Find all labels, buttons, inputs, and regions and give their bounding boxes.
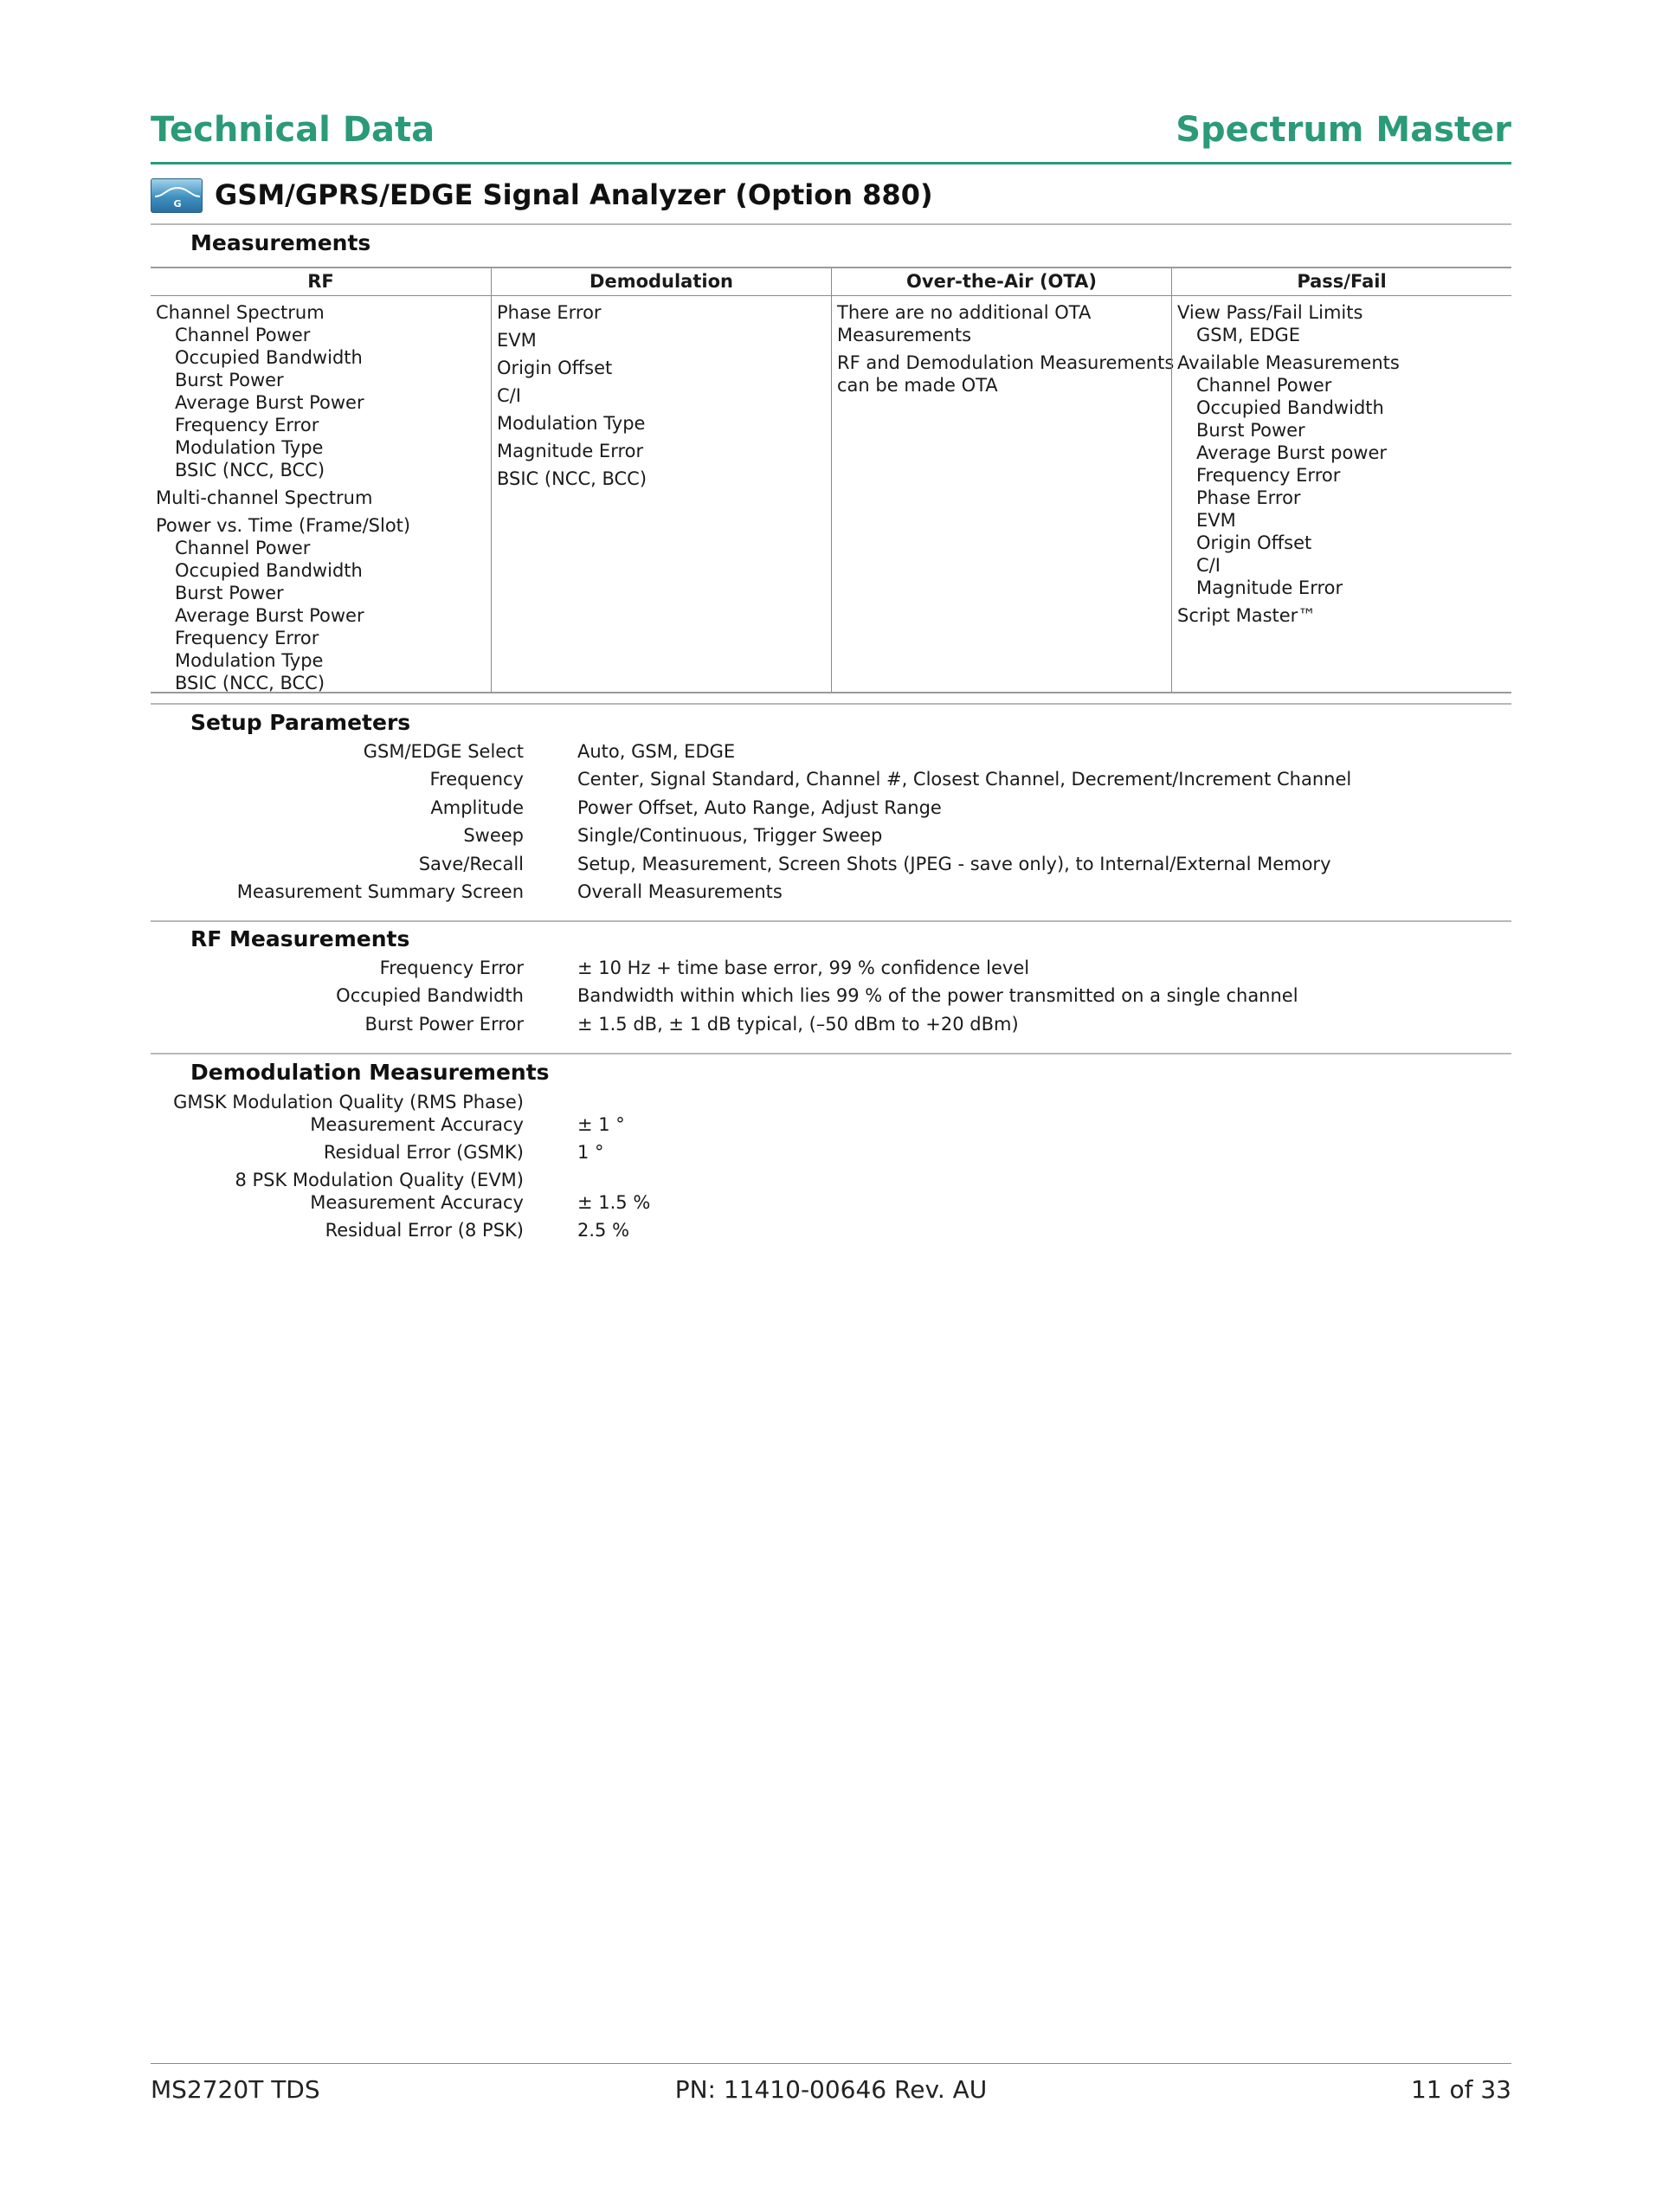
ota-column <box>831 268 1175 692</box>
header-right-title: Spectrum Master <box>1176 110 1511 150</box>
param-label: Occupied Bandwidth <box>336 985 524 1007</box>
list-item: Channel Spectrum <box>156 302 325 323</box>
list-item: RF and Demodulation Measurements <box>837 352 1175 373</box>
list-item: Channel Power <box>175 325 311 345</box>
section-title-text: GSM/GPRS/EDGE Signal Analyzer (Option 880) <box>215 178 933 211</box>
gsm-signal-icon <box>151 178 203 213</box>
page-header <box>151 104 1511 164</box>
param-value: Auto, GSM, EDGE <box>577 741 736 762</box>
section-divider <box>151 1053 1511 1054</box>
footer-part-number: PN: 11410-00646 Rev. AU <box>674 2075 988 2104</box>
param-value: Power Offset, Auto Range, Adjust Range <box>577 796 942 818</box>
setup-row <box>151 765 1511 793</box>
list-item: Measurements <box>837 325 972 345</box>
list-item: Script Master™ <box>1177 605 1317 626</box>
setup-row <box>151 738 1511 765</box>
param-value: Overall Measurements <box>577 880 783 902</box>
param-value: Single/Continuous, Trigger Sweep <box>577 825 883 847</box>
demodulation-column <box>491 268 831 692</box>
column-header-ota: Over-the-Air (OTA) <box>832 268 1171 296</box>
list-item: Phase Error <box>497 302 602 323</box>
page-footer <box>151 2063 1511 2112</box>
section-divider <box>151 703 1511 705</box>
list-item: Origin Offset <box>1196 532 1312 553</box>
list-item: Average Burst power <box>1196 442 1388 463</box>
list-item: GSM, EDGE <box>1196 325 1301 345</box>
param-label: Residual Error (GSMK) <box>323 1142 524 1163</box>
list-item: There are no additional OTA <box>837 302 1092 323</box>
column-header-rf: RF <box>151 268 491 296</box>
param-label: Measurement Accuracy <box>310 1192 524 1213</box>
demod-group-title-row <box>151 1091 1511 1113</box>
passfail-column <box>1171 268 1511 692</box>
list-item: Multi-channel Spectrum <box>156 487 373 508</box>
param-value: Setup, Measurement, Screen Shots (JPEG - save only), to Internal/External Memory <box>577 853 1331 874</box>
section-title <box>151 173 1511 225</box>
column-header-passfail: Pass/Fail <box>1172 268 1511 296</box>
list-item: EVM <box>1196 510 1236 531</box>
list-item: BSIC (NCC, BCC) <box>175 673 325 693</box>
section-divider <box>151 920 1511 922</box>
list-item: Available Measurements <box>1177 352 1400 373</box>
datasheet-page <box>151 0 1511 2212</box>
demod-measurements-heading: Demodulation Measurements <box>190 1060 550 1085</box>
param-label: Residual Error (8 PSK) <box>325 1220 524 1241</box>
list-item: Channel Power <box>175 538 311 558</box>
setup-row <box>151 794 1511 822</box>
setup-row <box>151 822 1511 849</box>
demod-row <box>151 1113 1511 1141</box>
demodulation-column-body <box>492 296 831 490</box>
list-item: View Pass/Fail Limits <box>1177 302 1363 323</box>
rf-column <box>151 268 491 692</box>
list-item: Average Burst Power <box>175 392 364 413</box>
demod-row <box>151 1141 1511 1169</box>
rf-measurements-list <box>151 954 1511 1038</box>
param-label: Burst Power Error <box>364 1013 524 1035</box>
param-label: Sweep <box>463 825 524 847</box>
param-value: Center, Signal Standard, Channel #, Closest Channel, Decrement/Increment Channel <box>577 769 1352 790</box>
list-item: Phase Error <box>1196 487 1301 508</box>
measurements-table <box>151 267 1511 693</box>
gmsk-group-title: GMSK Modulation Quality (RMS Phase) <box>173 1092 524 1112</box>
list-item: Power vs. Time (Frame/Slot) <box>156 515 411 536</box>
list-item: Channel Power <box>1196 375 1332 396</box>
list-item: Occupied Bandwidth <box>1196 397 1384 418</box>
list-item: C/I <box>497 385 521 406</box>
list-item: Average Burst Power <box>175 605 364 626</box>
list-item: Magnitude Error <box>1196 577 1343 598</box>
list-item: can be made OTA <box>837 375 998 396</box>
param-value: ± 1.5 % <box>577 1192 651 1213</box>
rf-column-body <box>151 296 491 694</box>
param-label: Measurement Accuracy <box>310 1114 524 1135</box>
column-header-demodulation: Demodulation <box>492 268 831 296</box>
passfail-column-body <box>1172 296 1511 627</box>
rf-measurement-row <box>151 1010 1511 1038</box>
demod-row <box>151 1191 1511 1219</box>
list-item: Occupied Bandwidth <box>175 347 363 368</box>
list-item: EVM <box>497 330 537 351</box>
list-item: Burst Power <box>175 370 284 390</box>
list-item: BSIC (NCC, BCC) <box>175 460 325 480</box>
ota-column-body <box>832 296 1175 397</box>
setup-heading: Setup Parameters <box>190 710 411 735</box>
rf-measurement-row <box>151 954 1511 982</box>
section-icon-letter: G <box>173 198 182 210</box>
demod-row <box>151 1219 1511 1247</box>
rf-measurements-heading: RF Measurements <box>190 926 410 951</box>
param-label: Measurement Summary Screen <box>236 880 524 902</box>
param-value: ± 1 ° <box>577 1114 625 1135</box>
param-value: 2.5 % <box>577 1220 630 1241</box>
measurements-heading: Measurements <box>190 230 371 255</box>
list-item: Frequency Error <box>175 415 319 435</box>
param-value: ± 10 Hz + time base error, 99 % confidence level <box>577 958 1030 978</box>
footer-model: MS2720T TDS <box>151 2075 320 2104</box>
rf-measurement-row <box>151 982 1511 1009</box>
list-item: Burst Power <box>175 583 284 603</box>
list-item: Modulation Type <box>497 413 646 434</box>
list-item: Origin Offset <box>497 358 613 378</box>
header-left-title: Technical Data <box>151 110 435 150</box>
list-item: Frequency Error <box>175 628 319 648</box>
list-item: Frequency Error <box>1196 465 1341 486</box>
param-label: Save/Recall <box>418 853 524 874</box>
list-item: C/I <box>1196 555 1221 576</box>
list-item: Occupied Bandwidth <box>175 560 363 581</box>
list-item: Burst Power <box>1196 420 1305 441</box>
setup-parameters-list <box>151 738 1511 906</box>
demod-measurements-list <box>151 1091 1511 1247</box>
demod-group-title-row <box>151 1169 1511 1191</box>
setup-row <box>151 878 1511 906</box>
list-item: Magnitude Error <box>497 441 644 461</box>
param-value: ± 1.5 dB, ± 1 dB typical, (–50 dBm to +20 dBm) <box>577 1013 1019 1035</box>
param-label: Frequency <box>429 769 524 790</box>
param-label: Amplitude <box>430 796 524 818</box>
param-label: GSM/EDGE Select <box>363 741 524 762</box>
setup-row <box>151 850 1511 878</box>
list-item: BSIC (NCC, BCC) <box>497 468 647 489</box>
psk-group-title: 8 PSK Modulation Quality (EVM) <box>235 1170 524 1190</box>
footer-page-number: 11 of 33 <box>1410 2075 1511 2104</box>
list-item: Modulation Type <box>175 437 324 458</box>
param-value: Bandwidth within which lies 99 % of the power transmitted on a single channel <box>577 985 1298 1007</box>
param-value: 1 ° <box>577 1142 604 1163</box>
param-label: Frequency Error <box>379 958 524 978</box>
list-item: Modulation Type <box>175 650 324 671</box>
